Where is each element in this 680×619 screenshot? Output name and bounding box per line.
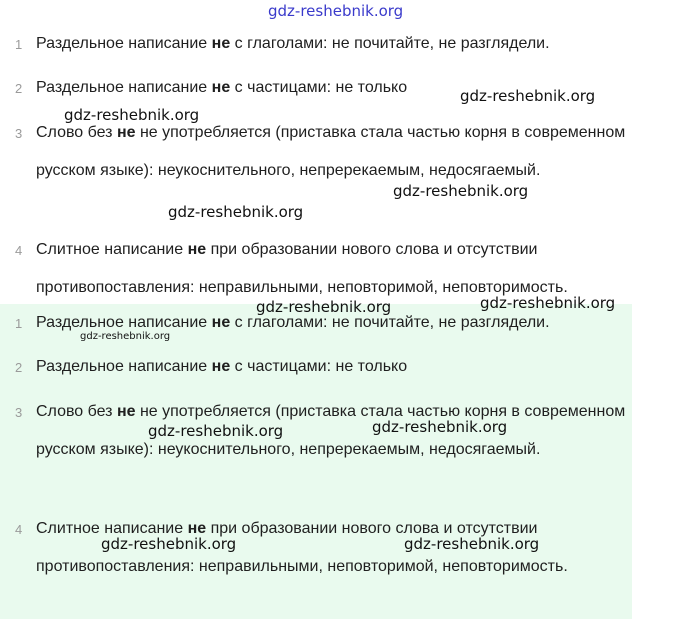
- watermark: gdz-reshebnik.org: [393, 182, 529, 200]
- item-text: Слово без не не употребляется (приставка стала частью корня в современном русском языке): неукоснительного, непререкаемым, недосягаемый.: [36, 403, 626, 458]
- item-text: Раздельное написание не с частицами: не только: [36, 79, 408, 96]
- watermark: gdz-reshebnik.org: [480, 294, 616, 312]
- watermark: gdz-reshebnik.org: [80, 331, 171, 342]
- item-number: 3: [15, 126, 23, 141]
- watermark: gdz-reshebnik.org: [64, 106, 200, 124]
- item-text: Раздельное написание не с глаголами: не почитайте, не разглядели.: [36, 314, 550, 331]
- item-text: Слитное написание не при образовании нового слова и отсутствии противопоставления: неправильными, неповторимой, неповторимость.: [36, 520, 568, 575]
- item-number: 4: [15, 243, 23, 258]
- item-number: 1: [15, 316, 23, 331]
- item-number: 2: [15, 81, 23, 96]
- item-text: Раздельное написание не с глаголами: не почитайте, не разглядели.: [36, 35, 550, 52]
- watermark: gdz-reshebnik.org: [372, 418, 508, 436]
- item-text: Слитное написание не при образовании нового слова и отсутствии противопоставления: неправильными, неповторимой, неповторимость.: [36, 241, 568, 296]
- item-number: 4: [15, 522, 23, 537]
- item-number: 2: [15, 360, 23, 375]
- item-text: Слово без не не употребляется (приставка стала частью корня в современном русском языке): неукоснительного, непререкаемым, недосягаемый.: [36, 124, 626, 179]
- watermark: gdz-reshebnik.org: [101, 535, 237, 553]
- watermark: gdz-reshebnik.org: [168, 203, 304, 221]
- watermark: gdz-reshebnik.org: [404, 535, 540, 553]
- item-text: Раздельное написание не с частицами: не только: [36, 358, 408, 375]
- watermark: gdz-reshebnik.org: [460, 87, 596, 105]
- item-number: 3: [15, 405, 23, 420]
- watermark: gdz-reshebnik.org: [256, 298, 392, 316]
- watermark: gdz-reshebnik.org: [268, 2, 404, 20]
- watermark: gdz-reshebnik.org: [148, 422, 284, 440]
- item-number: 1: [15, 37, 23, 52]
